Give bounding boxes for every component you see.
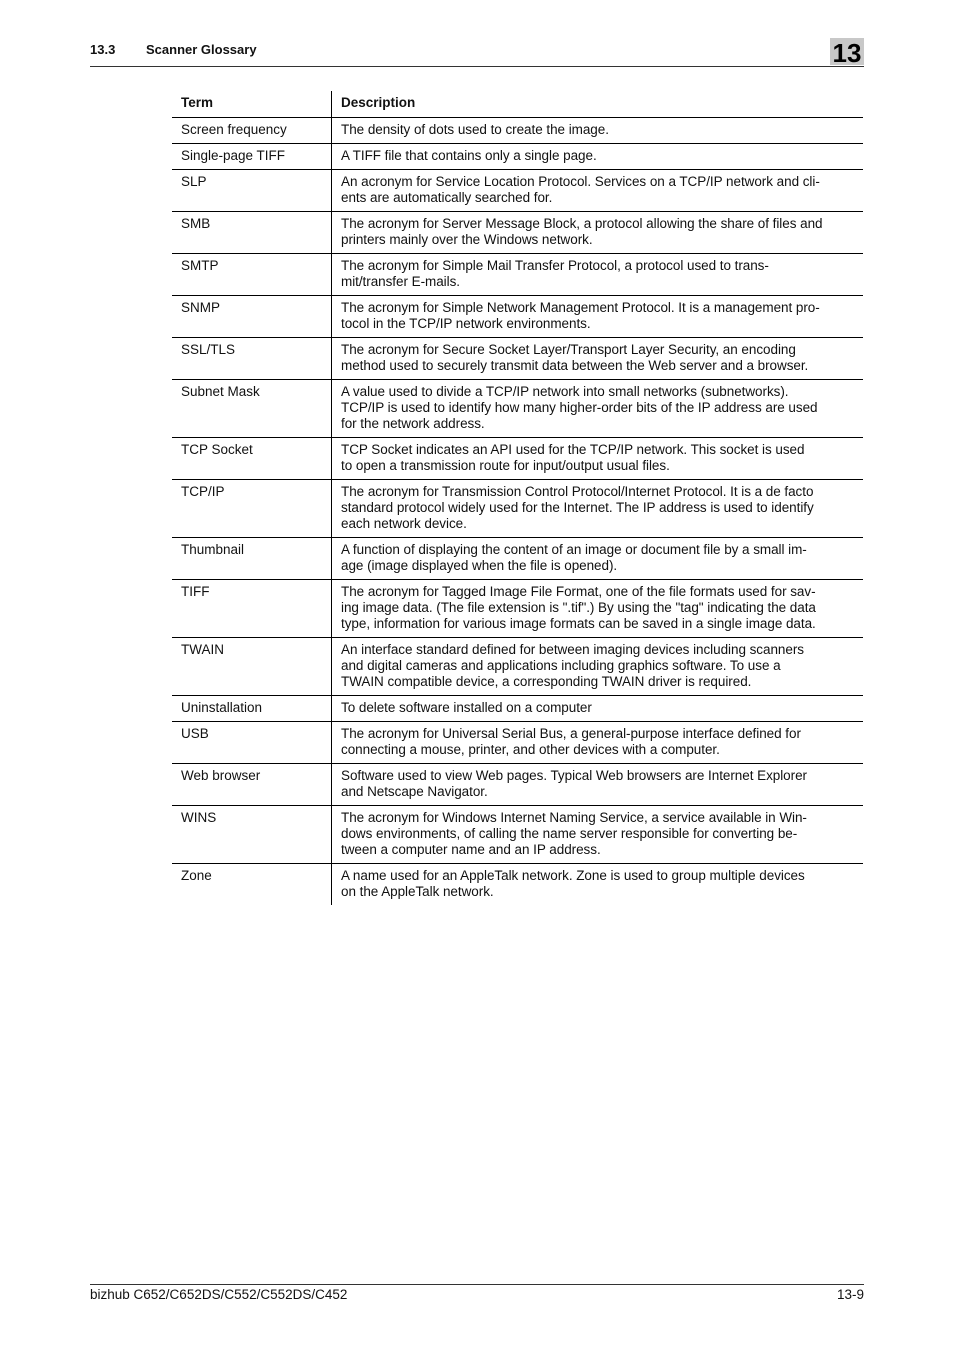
table-row — [172, 338, 863, 380]
glossary-term: Web browser — [172, 764, 332, 806]
glossary-term: SLP — [172, 170, 332, 212]
glossary-description: An acronym for Service Location Protocol. Services on a TCP/IP network and cli- ents are automatically searched for. — [341, 174, 820, 205]
table-row — [172, 538, 863, 580]
glossary-term: Subnet Mask — [172, 380, 332, 438]
chapter-badge: 13 — [830, 38, 864, 65]
table-row — [172, 212, 863, 254]
glossary-description: An interface standard defined for between imaging devices including scanners and digital cameras and applications including graphics software. To use a TWAIN compatible device, a corresponding TWAIN driver is required. — [341, 642, 804, 689]
page-number: 13-9 — [836, 1287, 864, 1302]
section-number: 13.3 — [90, 42, 116, 57]
glossary-description: The acronym for Simple Mail Transfer Protocol, a protocol used to trans- mit/transfer E-mails. — [341, 258, 769, 289]
glossary-description: TCP Socket indicates an API used for the TCP/IP network. This socket is used to open a transmission route for input/output usual files. — [341, 442, 805, 473]
column-header-description: Description — [341, 95, 416, 110]
glossary-term: SNMP — [172, 296, 332, 338]
page-footer — [90, 1284, 864, 1302]
table-row — [172, 254, 863, 296]
glossary-description: A TIFF file that contains only a single page. — [341, 148, 597, 163]
table-row — [172, 118, 863, 144]
table-row — [172, 722, 863, 764]
table-row — [172, 480, 863, 538]
glossary-term: TCP/IP — [172, 480, 332, 538]
table-row — [172, 170, 863, 212]
glossary-description: The acronym for Tagged Image File Format, one of the file formats used for sav- ing image data. (The file extension is ".tif".) By using the "tag" indicating the data type, information for various image formats can be saved in a single image data. — [341, 584, 816, 631]
glossary-description: The acronym for Secure Socket Layer/Transport Layer Security, an encoding method used to securely transmit data between the Web server and a browser. — [341, 342, 809, 373]
glossary-description: The acronym for Universal Serial Bus, a general-purpose interface defined for connecting a mouse, printer, and other devices with a computer. — [341, 726, 801, 757]
glossary-term: Thumbnail — [172, 538, 332, 580]
glossary-description: A value used to divide a TCP/IP network into small networks (subnetworks). TCP/IP is used to identify how many higher-order bits of the IP address are used for the network address. — [341, 384, 818, 431]
glossary-term: Screen frequency — [172, 118, 332, 144]
glossary-table — [172, 91, 863, 905]
glossary-term: TCP Socket — [172, 438, 332, 480]
glossary-term: SMTP — [172, 254, 332, 296]
table-row — [172, 696, 863, 722]
glossary-term: Uninstallation — [172, 696, 332, 722]
glossary-description: To delete software installed on a computer — [341, 700, 592, 715]
glossary-term: SMB — [172, 212, 332, 254]
glossary-description: A name used for an AppleTalk network. Zone is used to group multiple devices on the AppleTalk network. — [341, 868, 805, 899]
section-title: Scanner Glossary — [146, 42, 257, 57]
table-header-row — [172, 91, 863, 118]
glossary-term: SSL/TLS — [172, 338, 332, 380]
table-row — [172, 438, 863, 480]
glossary-body — [172, 118, 863, 906]
glossary-term: TWAIN — [172, 638, 332, 696]
column-header-term: Term — [172, 91, 332, 118]
glossary-description: The acronym for Server Message Block, a protocol allowing the share of files and printers mainly over the Windows network. — [341, 216, 823, 247]
table-row — [172, 764, 863, 806]
glossary-description: The acronym for Transmission Control Protocol/Internet Protocol. It is a de facto standard protocol widely used for the Internet. The IP address is used to identify each network device. — [341, 484, 814, 531]
glossary-description: A function of displaying the content of an image or document file by a small im- age (image displayed when the file is opened). — [341, 542, 807, 573]
glossary-term: USB — [172, 722, 332, 764]
table-row — [172, 380, 863, 438]
footer-model: bizhub C652/C652DS/C552/C552DS/C452 — [90, 1287, 348, 1302]
table-row — [172, 638, 863, 696]
table-row — [172, 296, 863, 338]
glossary-term: WINS — [172, 806, 332, 864]
glossary-term: Single-page TIFF — [172, 144, 332, 170]
table-row — [172, 864, 863, 906]
glossary-description: The density of dots used to create the image. — [341, 122, 609, 137]
glossary-description: The acronym for Windows Internet Naming Service, a service available in Win- dows environments, of calling the name server responsible for converting be- tween a computer name and an IP address. — [341, 810, 807, 857]
glossary-description: Software used to view Web pages. Typical Web browsers are Internet Explorer and Netscape Navigator. — [341, 768, 807, 799]
glossary-term: TIFF — [172, 580, 332, 638]
glossary-description: The acronym for Simple Network Management Protocol. It is a management pro- tocol in the TCP/IP network environments. — [341, 300, 820, 331]
table-row — [172, 580, 863, 638]
page-header — [90, 0, 864, 67]
glossary-term: Zone — [172, 864, 332, 906]
table-row — [172, 806, 863, 864]
table-row — [172, 144, 863, 170]
